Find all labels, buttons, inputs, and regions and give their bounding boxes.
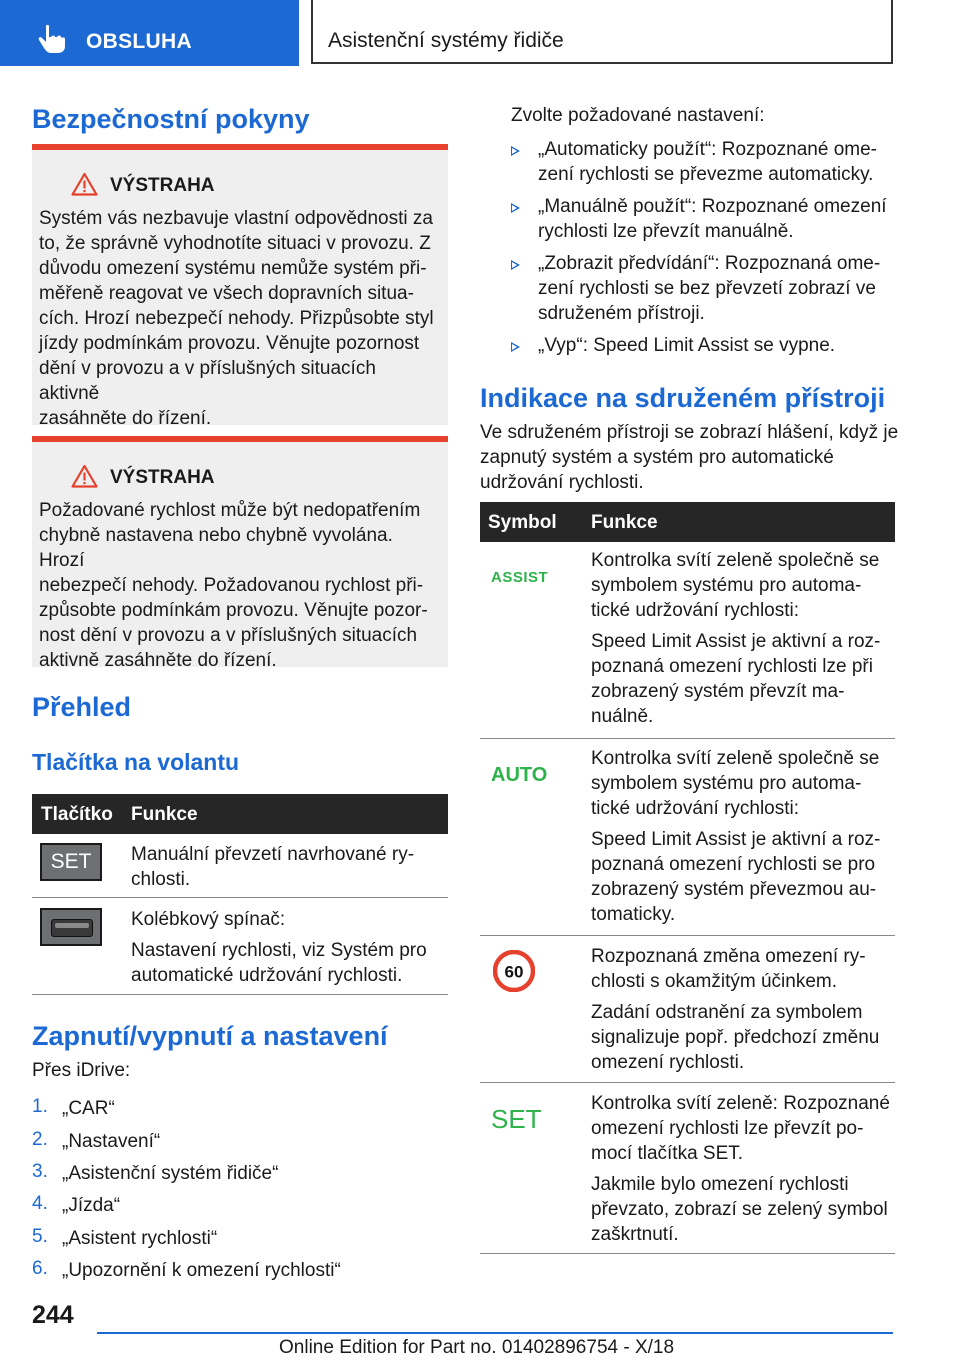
list-item: „Jízda“ xyxy=(62,1195,121,1216)
chapter-title: Asistenční systémy řidiče xyxy=(328,29,564,52)
warning-box-2 xyxy=(32,436,448,671)
via-idrive: Přes iDrive: xyxy=(32,1060,131,1081)
list-item: „Asistent rychlosti“ xyxy=(62,1228,218,1249)
col-function: Funkce xyxy=(591,512,658,533)
table-row-divider xyxy=(480,1082,895,1083)
list-item: „CAR“ xyxy=(62,1098,115,1119)
table-cell: Kontrolka svítí zeleně: Rozpoznané omezení rychlosti lze převzít po‐ mocí tlačítka SET. Jakmile bylo omezení rychlosti převzato, zobrazí se zelený symbol zaškrtnutí. xyxy=(591,1093,890,1245)
buttons-heading: Tlačítka na volantu xyxy=(32,749,240,775)
assist-symbol-icon: ASSIST xyxy=(491,569,549,586)
col-button: Tlačítko xyxy=(41,804,113,825)
rocker-switch-icon xyxy=(40,908,102,946)
section-title: OBSLUHA xyxy=(86,30,192,53)
list-item: „Nastavení“ xyxy=(62,1131,161,1152)
table-row-divider xyxy=(32,897,448,898)
list-item: „Automaticky použít“: Rozpoznané ome‐ zení rychlosti se převezme automaticky. xyxy=(538,139,877,185)
indicator-heading: Indikace na sdruženém přístroji xyxy=(480,383,886,413)
hand-pointer-icon xyxy=(38,24,66,54)
table-cell: Rozpoznaná změna omezení ry‐ chlosti s okamžitým účinkem. Zadání odstranění za symbolem signalizuje popř. předchozí změnu omezení rychlosti. xyxy=(591,946,880,1073)
warning-title: VÝSTRAHA xyxy=(110,467,215,488)
warning-triangle-icon xyxy=(71,464,98,488)
overview-heading: Přehled xyxy=(32,692,132,722)
table-cell: Kontrolka svítí zeleně společně se symbolem systému pro automa‐ tické udržování rychlosti: Speed Limit Assist je aktivní a roz‐ poznaná omezení rychlosti se pro zobrazený systém převezmou au‐ tomaticky. xyxy=(591,748,881,925)
col-function: Funkce xyxy=(131,804,198,825)
set-symbol-icon: SET xyxy=(491,1104,542,1134)
warning-triangle-icon xyxy=(71,172,98,196)
table-cell: Kontrolka svítí zeleně společně se symbolem systému pro automa‐ tické udržování rychlosti: Speed Limit Assist je aktivní a roz‐ poznaná omezení rychlosti lze při zobrazený systém převzít ma‐ nuálně. xyxy=(591,550,881,727)
choose-setting: Zvolte požadované nastavení: xyxy=(511,105,765,126)
onoff-heading: Zapnutí/vypnutí a nastavení xyxy=(32,1021,388,1051)
footer-divider xyxy=(97,1332,893,1334)
warning-text: Požadované rychlost může být nedopatřením chybně nastavena nebo chybně vyvolána. Hrozí nebezpečí nehody. Požadovanou rychlost při‐ způsobte podmínkám provozu. Věnujte pozor‐ nost dění v provozu a v příslušných situacích aktivně zasáhněte do řízení. xyxy=(39,500,428,671)
col-symbol: Symbol xyxy=(488,512,557,533)
table-row-divider xyxy=(32,994,448,995)
footer-edition: Online Edition for Part no. 01402896754 - X/18 xyxy=(279,1337,675,1358)
section-tab xyxy=(0,0,299,66)
list-item: „Vyp“: Speed Limit Assist se vypne. xyxy=(538,335,836,356)
page-number: 244 xyxy=(32,1301,74,1329)
table-row-divider xyxy=(480,738,895,739)
list-item: „Manuálně použít“: Rozpoznané omezení rychlosti lze převzít manuálně. xyxy=(538,196,887,242)
safety-heading: Bezpečnostní pokyny xyxy=(32,104,310,134)
table-row-divider xyxy=(480,1253,895,1254)
warning-title: VÝSTRAHA xyxy=(110,175,215,196)
button-table-header xyxy=(32,794,448,834)
speed-limit-sign-icon xyxy=(493,950,535,992)
table-row-divider xyxy=(480,935,895,936)
auto-symbol-icon: AUTO xyxy=(491,764,548,786)
set-button-symbol: SET xyxy=(40,843,102,881)
symbol-table-header xyxy=(480,502,895,542)
table-cell: Manuální převzetí navrhované ry‐ chlosti. xyxy=(131,844,415,890)
chapter-tab xyxy=(311,0,893,64)
warning-box-1 xyxy=(32,144,448,429)
indicator-intro: Ve sdruženém přístroji se zobrazí hlášení, když je zapnutý systém a systém pro automatické udržování rychlosti. xyxy=(480,422,899,493)
list-item: „Asistenční systém řidiče“ xyxy=(62,1163,279,1184)
table-cell: Kolébkový spínač: Nastavení rychlosti, viz Systém pro automatické udržování rychlosti. xyxy=(131,909,427,986)
list-item: „Upozornění k omezení rychlosti“ xyxy=(62,1260,341,1281)
list-item: „Zobrazit předvídání“: Rozpoznaná ome‐ zení rychlosti se bez převzetí zobrazí ve sdruženém přístroji. xyxy=(538,253,881,324)
warning-text: Systém vás nezbavuje vlastní odpovědnosti za to, že správně vyhodnotíte situaci v provozu. Z důvodu omezení systému nemůže systém při‐ měřeně reagovat ve všech dopravních situa‐ cích. Hrozí nebezpečí nehody. Přizpůsobte styl jízdy podmínkám provozu. Věnujte pozornost dění v provozu a v příslušných situacích aktivně zasáhněte do řízení. xyxy=(39,208,434,429)
svg-text:60: 60 xyxy=(504,962,524,982)
